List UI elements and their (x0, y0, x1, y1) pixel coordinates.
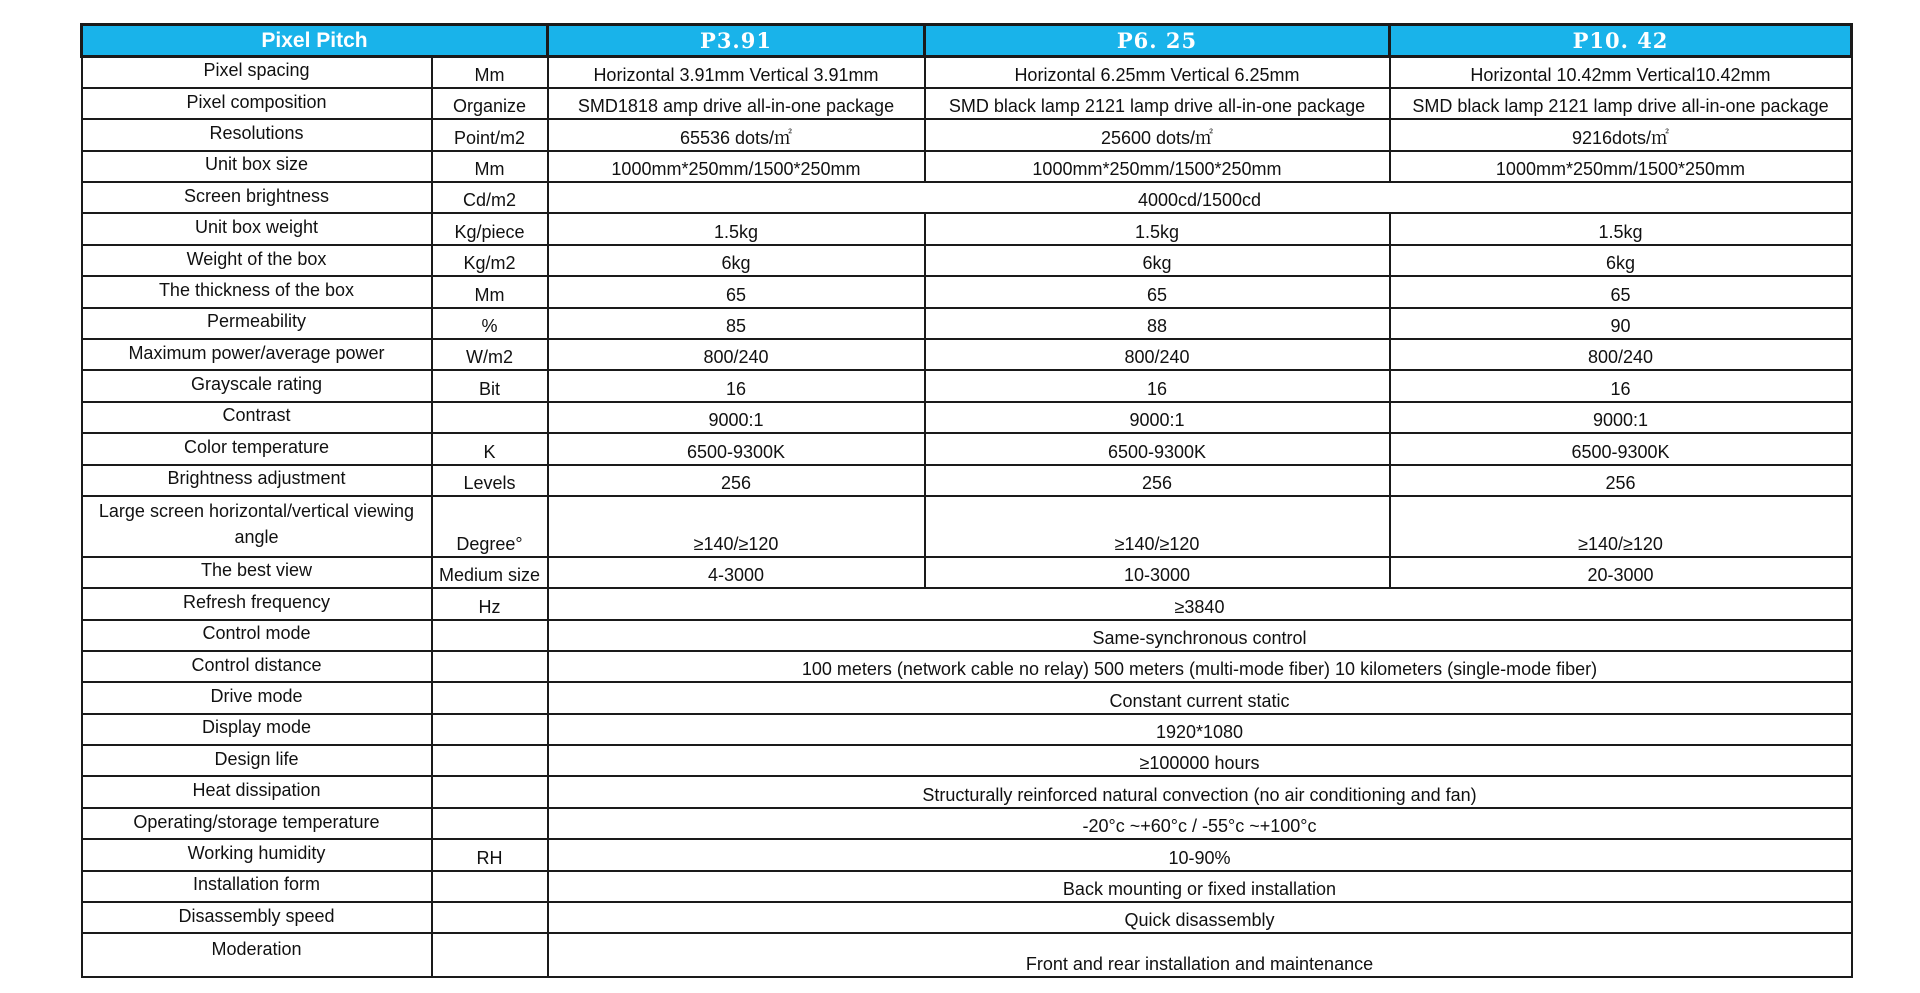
row-label: Maximum power/average power (82, 339, 432, 370)
row-value: Horizontal 3.91mm Vertical 3.91mm (548, 57, 925, 88)
row-value-shared: 10-90% (548, 839, 1852, 870)
row-value-shared: 100 meters (network cable no relay) 500 meters (multi-mode fiber) 10 kilometers (single-mode fiber) (548, 651, 1852, 682)
table-row (82, 402, 1852, 433)
table-row (82, 745, 1852, 776)
table-row (82, 871, 1852, 902)
row-label: Resolutions (82, 119, 432, 150)
row-unit (432, 902, 548, 933)
table-row (82, 496, 1852, 557)
row-label: Refresh frequency (82, 588, 432, 619)
row-value: 1.5kg (1390, 213, 1852, 244)
row-unit (432, 620, 548, 651)
row-value: 25600 dots/㎡ (925, 119, 1390, 150)
row-label: Weight of the box (82, 245, 432, 276)
row-unit: RH (432, 839, 548, 870)
row-value: Horizontal 10.42mm Vertical10.42mm (1390, 57, 1852, 88)
row-label: Screen brightness (82, 182, 432, 213)
row-label: Contrast (82, 402, 432, 433)
row-value: ≥140/≥120 (925, 496, 1390, 557)
table-row (82, 776, 1852, 807)
row-value: 9000:1 (925, 402, 1390, 433)
row-unit (432, 402, 548, 433)
row-label: The thickness of the box (82, 276, 432, 307)
row-label: Heat dissipation (82, 776, 432, 807)
row-value-shared: Front and rear installation and maintenance (548, 933, 1852, 977)
row-label: Unit box size (82, 151, 432, 182)
table-row (82, 808, 1852, 839)
row-unit: Levels (432, 465, 548, 496)
row-unit: Bit (432, 370, 548, 401)
row-label: Design life (82, 745, 432, 776)
row-value: 65 (1390, 276, 1852, 307)
row-unit: Hz (432, 588, 548, 619)
table-row (82, 620, 1852, 651)
row-unit (432, 682, 548, 713)
row-label: Working humidity (82, 839, 432, 870)
row-label: Control mode (82, 620, 432, 651)
table-row (82, 151, 1852, 182)
row-label: The best view (82, 557, 432, 588)
row-value-shared: Back mounting or fixed installation (548, 871, 1852, 902)
table-row (82, 465, 1852, 496)
row-value: 6500-9300K (925, 433, 1390, 464)
row-unit: Mm (432, 276, 548, 307)
table-row (82, 245, 1852, 276)
row-value: 16 (925, 370, 1390, 401)
row-value-shared: Quick disassembly (548, 902, 1852, 933)
row-unit (432, 776, 548, 807)
model-header-p1042: P10. 42 (1390, 25, 1852, 57)
row-unit (432, 808, 548, 839)
row-value: 20-3000 (1390, 557, 1852, 588)
row-value: SMD black lamp 2121 lamp drive all-in-one package (1390, 88, 1852, 119)
row-unit: Kg/m2 (432, 245, 548, 276)
table-row (82, 651, 1852, 682)
row-label: Color temperature (82, 433, 432, 464)
row-value: 16 (1390, 370, 1852, 401)
row-label: Display mode (82, 714, 432, 745)
row-value: 65 (548, 276, 925, 307)
table-row (82, 557, 1852, 588)
row-unit: Mm (432, 57, 548, 88)
row-unit (432, 651, 548, 682)
row-value-shared: ≥100000 hours (548, 745, 1852, 776)
row-value-shared: Structurally reinforced natural convection (no air conditioning and fan) (548, 776, 1852, 807)
table-row (82, 57, 1852, 88)
row-value: 800/240 (1390, 339, 1852, 370)
row-unit (432, 714, 548, 745)
row-value: 88 (925, 308, 1390, 339)
row-value: 9216dots/㎡ (1390, 119, 1852, 150)
row-value: 6kg (925, 245, 1390, 276)
row-value: 1.5kg (925, 213, 1390, 244)
row-value: 800/240 (925, 339, 1390, 370)
table-row (82, 933, 1852, 977)
row-value: 90 (1390, 308, 1852, 339)
row-value: 10-3000 (925, 557, 1390, 588)
row-label: Operating/storage temperature (82, 808, 432, 839)
row-value: 6500-9300K (548, 433, 925, 464)
row-unit: Point/m2 (432, 119, 548, 150)
table-row (82, 339, 1852, 370)
row-value-shared: 1920*1080 (548, 714, 1852, 745)
row-unit: Medium size (432, 557, 548, 588)
row-value-shared: Constant current static (548, 682, 1852, 713)
table-row (82, 433, 1852, 464)
row-unit (432, 745, 548, 776)
row-unit: Degree° (432, 496, 548, 557)
row-label: Brightness adjustment (82, 465, 432, 496)
row-label: Disassembly speed (82, 902, 432, 933)
table-row (82, 182, 1852, 213)
row-value: 6500-9300K (1390, 433, 1852, 464)
row-value: 4-3000 (548, 557, 925, 588)
table-row (82, 370, 1852, 401)
row-unit (432, 871, 548, 902)
row-value: 1.5kg (548, 213, 925, 244)
table-row (82, 276, 1852, 307)
row-value: 65536 dots/㎡ (548, 119, 925, 150)
table-row (82, 88, 1852, 119)
table-row (82, 682, 1852, 713)
row-value: 1000mm*250mm/1500*250mm (1390, 151, 1852, 182)
row-value: 256 (1390, 465, 1852, 496)
spec-table (80, 23, 1853, 978)
table-row (82, 902, 1852, 933)
row-label: Installation form (82, 871, 432, 902)
row-value: 6kg (548, 245, 925, 276)
row-value-shared: 4000cd/1500cd (548, 182, 1852, 213)
row-label: Pixel spacing (82, 57, 432, 88)
table-row (82, 588, 1852, 619)
row-label: Drive mode (82, 682, 432, 713)
row-unit: Organize (432, 88, 548, 119)
table-row (82, 839, 1852, 870)
row-label: Pixel composition (82, 88, 432, 119)
row-unit: W/m2 (432, 339, 548, 370)
row-unit: Cd/m2 (432, 182, 548, 213)
row-value: 1000mm*250mm/1500*250mm (925, 151, 1390, 182)
row-value: 1000mm*250mm/1500*250mm (548, 151, 925, 182)
row-value-shared: -20°c ~+60°c / -55°c ~+100°c (548, 808, 1852, 839)
row-unit: % (432, 308, 548, 339)
row-value: 9000:1 (1390, 402, 1852, 433)
row-value: 65 (925, 276, 1390, 307)
row-label: Unit box weight (82, 213, 432, 244)
row-unit: Mm (432, 151, 548, 182)
row-value: 16 (548, 370, 925, 401)
row-value: 256 (925, 465, 1390, 496)
row-value: SMD1818 amp drive all-in-one package (548, 88, 925, 119)
row-label: Large screen horizontal/vertical viewing angle (82, 496, 432, 557)
row-value: 6kg (1390, 245, 1852, 276)
table-row (82, 213, 1852, 244)
table-row (82, 308, 1852, 339)
model-header-p625: P6. 25 (925, 25, 1390, 57)
row-label: Control distance (82, 651, 432, 682)
row-unit: Kg/piece (432, 213, 548, 244)
row-label: Grayscale rating (82, 370, 432, 401)
spec-table-body (82, 57, 1852, 978)
row-value: 800/240 (548, 339, 925, 370)
table-row (82, 714, 1852, 745)
row-value: 9000:1 (548, 402, 925, 433)
row-value-shared: Same-synchronous control (548, 620, 1852, 651)
row-value: 256 (548, 465, 925, 496)
row-label: Moderation (82, 933, 432, 977)
table-row (82, 119, 1852, 150)
pixel-pitch-header: Pixel Pitch (82, 25, 548, 57)
row-value: 85 (548, 308, 925, 339)
row-unit: K (432, 433, 548, 464)
row-unit (432, 933, 548, 977)
row-value-shared: ≥3840 (548, 588, 1852, 619)
header-row (82, 25, 1852, 57)
row-label: Permeability (82, 308, 432, 339)
row-value: ≥140/≥120 (548, 496, 925, 557)
row-value: ≥140/≥120 (1390, 496, 1852, 557)
row-value: SMD black lamp 2121 lamp drive all-in-one package (925, 88, 1390, 119)
row-value: Horizontal 6.25mm Vertical 6.25mm (925, 57, 1390, 88)
model-header-p391: P3.91 (548, 25, 925, 57)
